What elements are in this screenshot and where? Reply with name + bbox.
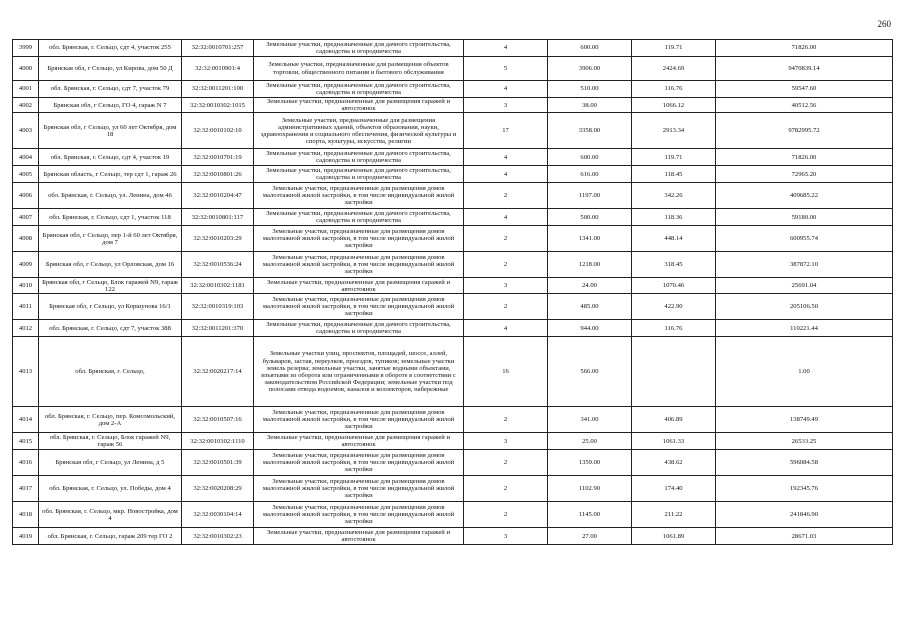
address-cell: Брянская обл, г Сельцо, ул Орловская, дом 16 xyxy=(39,252,182,278)
table-row xyxy=(13,166,893,183)
cadastral-number-cell: 32:32:0010102:10 xyxy=(182,113,254,149)
use-group-cell: 3 xyxy=(464,98,548,113)
row-number: 4010 xyxy=(13,278,39,294)
cadastral-value-cell: 387872.10 xyxy=(716,252,893,278)
specific-value-cell: 422.90 xyxy=(632,294,716,320)
cadastral-value-cell: 26533.25 xyxy=(716,433,893,450)
specific-value-cell: 1066.12 xyxy=(632,98,716,113)
row-number: 4008 xyxy=(13,226,39,252)
specific-value-cell xyxy=(632,337,716,407)
specific-value-cell: 438.62 xyxy=(632,450,716,476)
address-cell: Брянская обл, г Сельцо, ул Коршунова 16/1 xyxy=(39,294,182,320)
cadastral-number-cell: 32:32:0010204:47 xyxy=(182,183,254,209)
table-row xyxy=(13,337,893,407)
specific-value-cell: 1061.89 xyxy=(632,528,716,545)
area-cell: 1218.00 xyxy=(548,252,632,278)
cadastral-number-cell: 32:32:0010701:19 xyxy=(182,149,254,166)
use-group-cell: 2 xyxy=(464,226,548,252)
specific-value-cell: 118.36 xyxy=(632,209,716,226)
cadastral-value-cell: 59180.00 xyxy=(716,209,893,226)
land-use-purpose-cell: Земельные участки, предназначенные для размещения гаражей и автостоянок xyxy=(254,278,464,294)
area-cell: 27.00 xyxy=(548,528,632,545)
cadastral-number-cell: 32:32:0010801:117 xyxy=(182,209,254,226)
table-row xyxy=(13,450,893,476)
row-number: 4002 xyxy=(13,98,39,113)
specific-value-cell: 119.71 xyxy=(632,149,716,166)
area-cell: 510.00 xyxy=(548,81,632,98)
address-cell: обл. Брянская, г. Сельцо, сдт 4, участок 255 xyxy=(39,40,182,57)
cadastral-value-cell: 72965.20 xyxy=(716,166,893,183)
cadastral-value-cell: 596084.58 xyxy=(716,450,893,476)
specific-value-cell: 119.71 xyxy=(632,40,716,57)
area-cell: 1341.00 xyxy=(548,226,632,252)
use-group-cell: 2 xyxy=(464,407,548,433)
table-row xyxy=(13,149,893,166)
address-cell: обл. Брянская, г. Сельцо, ул. Победы, дом 4 xyxy=(39,476,182,502)
area-cell: 616.00 xyxy=(548,166,632,183)
cadastral-value-cell: 110221.44 xyxy=(716,320,893,337)
land-use-purpose-cell: Земельные участки улиц, проспектов, площадей, шоссе, аллей, бульваров, застав, переулков, проездов, тупиков; земельные участки земель резерва; земельные участки, занятые водными объектами, изъятыми из оборота или ограниченными в обороте в соответствии с законодательством Российской Федерации; земельные участки под полосами отвода водоемов, каналов и коллекторов, набережные xyxy=(254,337,464,407)
row-number: 4018 xyxy=(13,502,39,528)
table-body xyxy=(13,40,893,545)
area-cell: 566.00 xyxy=(548,337,632,407)
cadastral-number-cell: 32:32:0010507:16 xyxy=(182,407,254,433)
address-cell: обл. Брянская, г. Сельцо, xyxy=(39,337,182,407)
use-group-cell: 3 xyxy=(464,433,548,450)
row-number: 4016 xyxy=(13,450,39,476)
row-number: 4003 xyxy=(13,113,39,149)
use-group-cell: 17 xyxy=(464,113,548,149)
area-cell: 485.00 xyxy=(548,294,632,320)
address-cell: Брянская обл, г Сельцо, ГО 4, гараж N 7 xyxy=(39,98,182,113)
cadastral-value-cell: 192345.76 xyxy=(716,476,893,502)
land-use-purpose-cell: Земельные участки, предназначенные для размещения домов малоэтажной жилой застройки, в том числе индивидуальной жилой застройки xyxy=(254,183,464,209)
area-cell: 3358.00 xyxy=(548,113,632,149)
cadastral-value-cell: 25691.04 xyxy=(716,278,893,294)
specific-value-cell: 342.26 xyxy=(632,183,716,209)
table-row xyxy=(13,57,893,81)
area-cell: 600.00 xyxy=(548,149,632,166)
cadastral-number-cell: 32:32:0010302:1015 xyxy=(182,98,254,113)
cadastral-number-cell: 32:32:0010302:23 xyxy=(182,528,254,545)
use-group-cell: 2 xyxy=(464,450,548,476)
address-cell: обл. Брянская, г. Сельцо, ул. Ленина, дом 46 xyxy=(39,183,182,209)
cadastral-number-cell: 32:32:0010501:39 xyxy=(182,450,254,476)
cadastral-number-cell: 32:32:0011201:100 xyxy=(182,81,254,98)
land-use-purpose-cell: Земельные участки, предназначенные для дачного строительства, садоводства и огородничества xyxy=(254,166,464,183)
address-cell: обл. Брянская, г. Сельцо, гараж 209 тер ГО 2 xyxy=(39,528,182,545)
land-use-purpose-cell: Земельные участки, предназначенные для размещения гаражей и автостоянок xyxy=(254,98,464,113)
row-number: 3999 xyxy=(13,40,39,57)
address-cell: обл. Брянская, г. Сельцо, сдт 4, участок 19 xyxy=(39,149,182,166)
page-number: 260 xyxy=(877,19,891,29)
address-cell: обл. Брянская, г. Сельцо, мкр. Новостройка, дом 4 xyxy=(39,502,182,528)
row-number: 4005 xyxy=(13,166,39,183)
specific-value-cell: 116.76 xyxy=(632,81,716,98)
address-cell: Брянская обл, г Сельцо, ул 60 лет Октября, дом 18 xyxy=(39,113,182,149)
specific-value-cell: 1070.46 xyxy=(632,278,716,294)
land-use-purpose-cell: Земельные участки, предназначенные для размещения домов малоэтажной жилой застройки, в том числе индивидуальной жилой застройки xyxy=(254,450,464,476)
address-cell: Брянская область, г Сельцо, тер сдт 1, гараж 26 xyxy=(39,166,182,183)
row-number: 4015 xyxy=(13,433,39,450)
use-group-cell: 16 xyxy=(464,337,548,407)
use-group-cell: 2 xyxy=(464,183,548,209)
row-number: 4009 xyxy=(13,252,39,278)
table-row xyxy=(13,113,893,149)
use-group-cell: 4 xyxy=(464,149,548,166)
row-number: 4012 xyxy=(13,320,39,337)
land-use-purpose-cell: Земельные участки, предназначенные для дачного строительства, садоводства и огородничества xyxy=(254,209,464,226)
table-row xyxy=(13,40,893,57)
land-use-purpose-cell: Земельные участки, предназначенные для размещения домов малоэтажной жилой застройки, в том числе индивидуальной жилой застройки xyxy=(254,502,464,528)
cadastral-value-cell: 138749.49 xyxy=(716,407,893,433)
specific-value-cell: 448.14 xyxy=(632,226,716,252)
land-use-purpose-cell: Земельные участки, предназначенные для дачного строительства, садоводства и огородничества xyxy=(254,40,464,57)
land-use-purpose-cell: Земельные участки, предназначенные для размещения гаражей и автостоянок xyxy=(254,528,464,545)
cadastral-value-cell: 71826.00 xyxy=(716,149,893,166)
table-row xyxy=(13,476,893,502)
land-use-purpose-cell: Земельные участки, предназначенные для размещения домов малоэтажной жилой застройки, в том числе индивидуальной жилой застройки xyxy=(254,407,464,433)
cadastral-number-cell: 32:32:0010901:4 xyxy=(182,57,254,81)
cadastral-number-cell: 32:32:0020208:29 xyxy=(182,476,254,502)
land-use-purpose-cell: Земельные участки, предназначенные для дачного строительства, садоводства и огородничества xyxy=(254,320,464,337)
cadastral-value-cell: 600955.74 xyxy=(716,226,893,252)
table-row xyxy=(13,226,893,252)
cadastral-number-cell: 32:32:0010203:29 xyxy=(182,226,254,252)
use-group-cell: 4 xyxy=(464,166,548,183)
specific-value-cell: 174.40 xyxy=(632,476,716,502)
area-cell: 1197.00 xyxy=(548,183,632,209)
land-register-table xyxy=(12,39,893,545)
address-cell: обл. Брянская, г. Сельцо, Блок гаражей N9, гараж 56 xyxy=(39,433,182,450)
table-row xyxy=(13,209,893,226)
cadastral-value-cell: 409685.22 xyxy=(716,183,893,209)
specific-value-cell: 118.45 xyxy=(632,166,716,183)
cadastral-value-cell: 71826.00 xyxy=(716,40,893,57)
address-cell: обл. Брянская, г. Сельцо, сдт 7, участок 388 xyxy=(39,320,182,337)
land-use-purpose-cell: Земельные участки, предназначенные для дачного строительства, садоводства и огородничества xyxy=(254,149,464,166)
table-row xyxy=(13,528,893,545)
cadastral-value-cell: 9470839.14 xyxy=(716,57,893,81)
cadastral-number-cell: 32:32:0010302:1110 xyxy=(182,433,254,450)
land-use-purpose-cell: Земельные участки, предназначенные для размещения гаражей и автостоянок xyxy=(254,433,464,450)
land-use-purpose-cell: Земельные участки, предназначенные для размещения объектов торговли, общественного питания и бытового обслуживания xyxy=(254,57,464,81)
table-row xyxy=(13,433,893,450)
cadastral-value-cell: 205106.50 xyxy=(716,294,893,320)
cadastral-number-cell: 32:32:0010701:257 xyxy=(182,40,254,57)
cadastral-number-cell: 32:32:0030104:14 xyxy=(182,502,254,528)
use-group-cell: 4 xyxy=(464,81,548,98)
land-use-purpose-cell: Земельные участки, предназначенные для размещения домов малоэтажной жилой застройки, в том числе индивидуальной жилой застройки xyxy=(254,294,464,320)
specific-value-cell: 2424.69 xyxy=(632,57,716,81)
cadastral-value-cell: 59547.60 xyxy=(716,81,893,98)
cadastral-value-cell: 40512.56 xyxy=(716,98,893,113)
use-group-cell: 4 xyxy=(464,209,548,226)
row-number: 4011 xyxy=(13,294,39,320)
row-number: 4000 xyxy=(13,57,39,81)
table-row xyxy=(13,278,893,294)
area-cell: 25.00 xyxy=(548,433,632,450)
table-row xyxy=(13,294,893,320)
row-number: 4007 xyxy=(13,209,39,226)
table-row xyxy=(13,320,893,337)
use-group-cell: 5 xyxy=(464,57,548,81)
cadastral-value-cell: 241846.90 xyxy=(716,502,893,528)
address-cell: обл. Брянская, г. Сельцо, сдт 1, участок 118 xyxy=(39,209,182,226)
area-cell: 1102.90 xyxy=(548,476,632,502)
land-use-purpose-cell: Земельные участки, предназначенные для дачного строительства, садоводства и огородничества xyxy=(254,81,464,98)
cadastral-value-cell: 28671.03 xyxy=(716,528,893,545)
specific-value-cell: 406.89 xyxy=(632,407,716,433)
row-number: 4014 xyxy=(13,407,39,433)
cadastral-number-cell: 32:32:0010302:1181 xyxy=(182,278,254,294)
cadastral-value-cell: 9782995.72 xyxy=(716,113,893,149)
address-cell: Брянская обл, г Сельцо, ул Кирова, дом 50 Д xyxy=(39,57,182,81)
cadastral-number-cell: 32:32:0020217:14 xyxy=(182,337,254,407)
use-group-cell: 2 xyxy=(464,252,548,278)
row-number: 4017 xyxy=(13,476,39,502)
use-group-cell: 2 xyxy=(464,502,548,528)
land-use-purpose-cell: Земельные участки, предназначенные для размещения домов малоэтажной жилой застройки, в том числе индивидуальной жилой застройки xyxy=(254,252,464,278)
specific-value-cell: 1061.33 xyxy=(632,433,716,450)
use-group-cell: 3 xyxy=(464,278,548,294)
row-number: 4019 xyxy=(13,528,39,545)
use-group-cell: 3 xyxy=(464,528,548,545)
use-group-cell: 2 xyxy=(464,294,548,320)
row-number: 4006 xyxy=(13,183,39,209)
address-cell: Брянская обл, г Сельцо, пер 1-й 60 лет Октября, дом 7 xyxy=(39,226,182,252)
row-number: 4013 xyxy=(13,337,39,407)
use-group-cell: 2 xyxy=(464,476,548,502)
cadastral-number-cell: 32:32:0010319:103 xyxy=(182,294,254,320)
land-use-purpose-cell: Земельные участки, предназначенные для размещения домов малоэтажной жилой застройки, в том числе индивидуальной жилой застройки xyxy=(254,476,464,502)
cadastral-number-cell: 32:32:0010536:24 xyxy=(182,252,254,278)
area-cell: 24.00 xyxy=(548,278,632,294)
land-use-purpose-cell: Земельные участки, предназначенные для размещения административных зданий, объектов образования, науки, здравоохранения и социального обеспечения, физической культуры и спорта, культуры, искусства, религии xyxy=(254,113,464,149)
area-cell: 3906.00 xyxy=(548,57,632,81)
land-use-purpose-cell: Земельные участки, предназначенные для размещения домов малоэтажной жилой застройки, в том числе индивидуальной жилой застройки xyxy=(254,226,464,252)
area-cell: 38.00 xyxy=(548,98,632,113)
address-cell: обл. Брянская, г. Сельцо, пер. Комсомольский, дом 2-А xyxy=(39,407,182,433)
address-cell: Брянская обл, г Сельцо, ул Ленина, д 5 xyxy=(39,450,182,476)
use-group-cell: 4 xyxy=(464,320,548,337)
specific-value-cell: 318.45 xyxy=(632,252,716,278)
table-row xyxy=(13,81,893,98)
cadastral-number-cell: 32:32:0011201:370 xyxy=(182,320,254,337)
row-number: 4001 xyxy=(13,81,39,98)
area-cell: 600.00 xyxy=(548,40,632,57)
use-group-cell: 4 xyxy=(464,40,548,57)
specific-value-cell: 2913.34 xyxy=(632,113,716,149)
row-number: 4004 xyxy=(13,149,39,166)
table-row xyxy=(13,407,893,433)
table-row xyxy=(13,183,893,209)
area-cell: 341.00 xyxy=(548,407,632,433)
address-cell: Брянская обл, г Сельцо, Блок гаражей N9, гараж 122 xyxy=(39,278,182,294)
specific-value-cell: 116.76 xyxy=(632,320,716,337)
table-row xyxy=(13,502,893,528)
table-row xyxy=(13,98,893,113)
area-cell: 1145.00 xyxy=(548,502,632,528)
specific-value-cell: 211.22 xyxy=(632,502,716,528)
area-cell: 944.00 xyxy=(548,320,632,337)
table-row xyxy=(13,252,893,278)
address-cell: обл. Брянская, г. Сельцо, сдт 7, участок 79 xyxy=(39,81,182,98)
cadastral-number-cell: 32:32:0010801:26 xyxy=(182,166,254,183)
cadastral-value-cell: 1.00 xyxy=(716,337,893,407)
area-cell: 500.00 xyxy=(548,209,632,226)
area-cell: 1359.00 xyxy=(548,450,632,476)
